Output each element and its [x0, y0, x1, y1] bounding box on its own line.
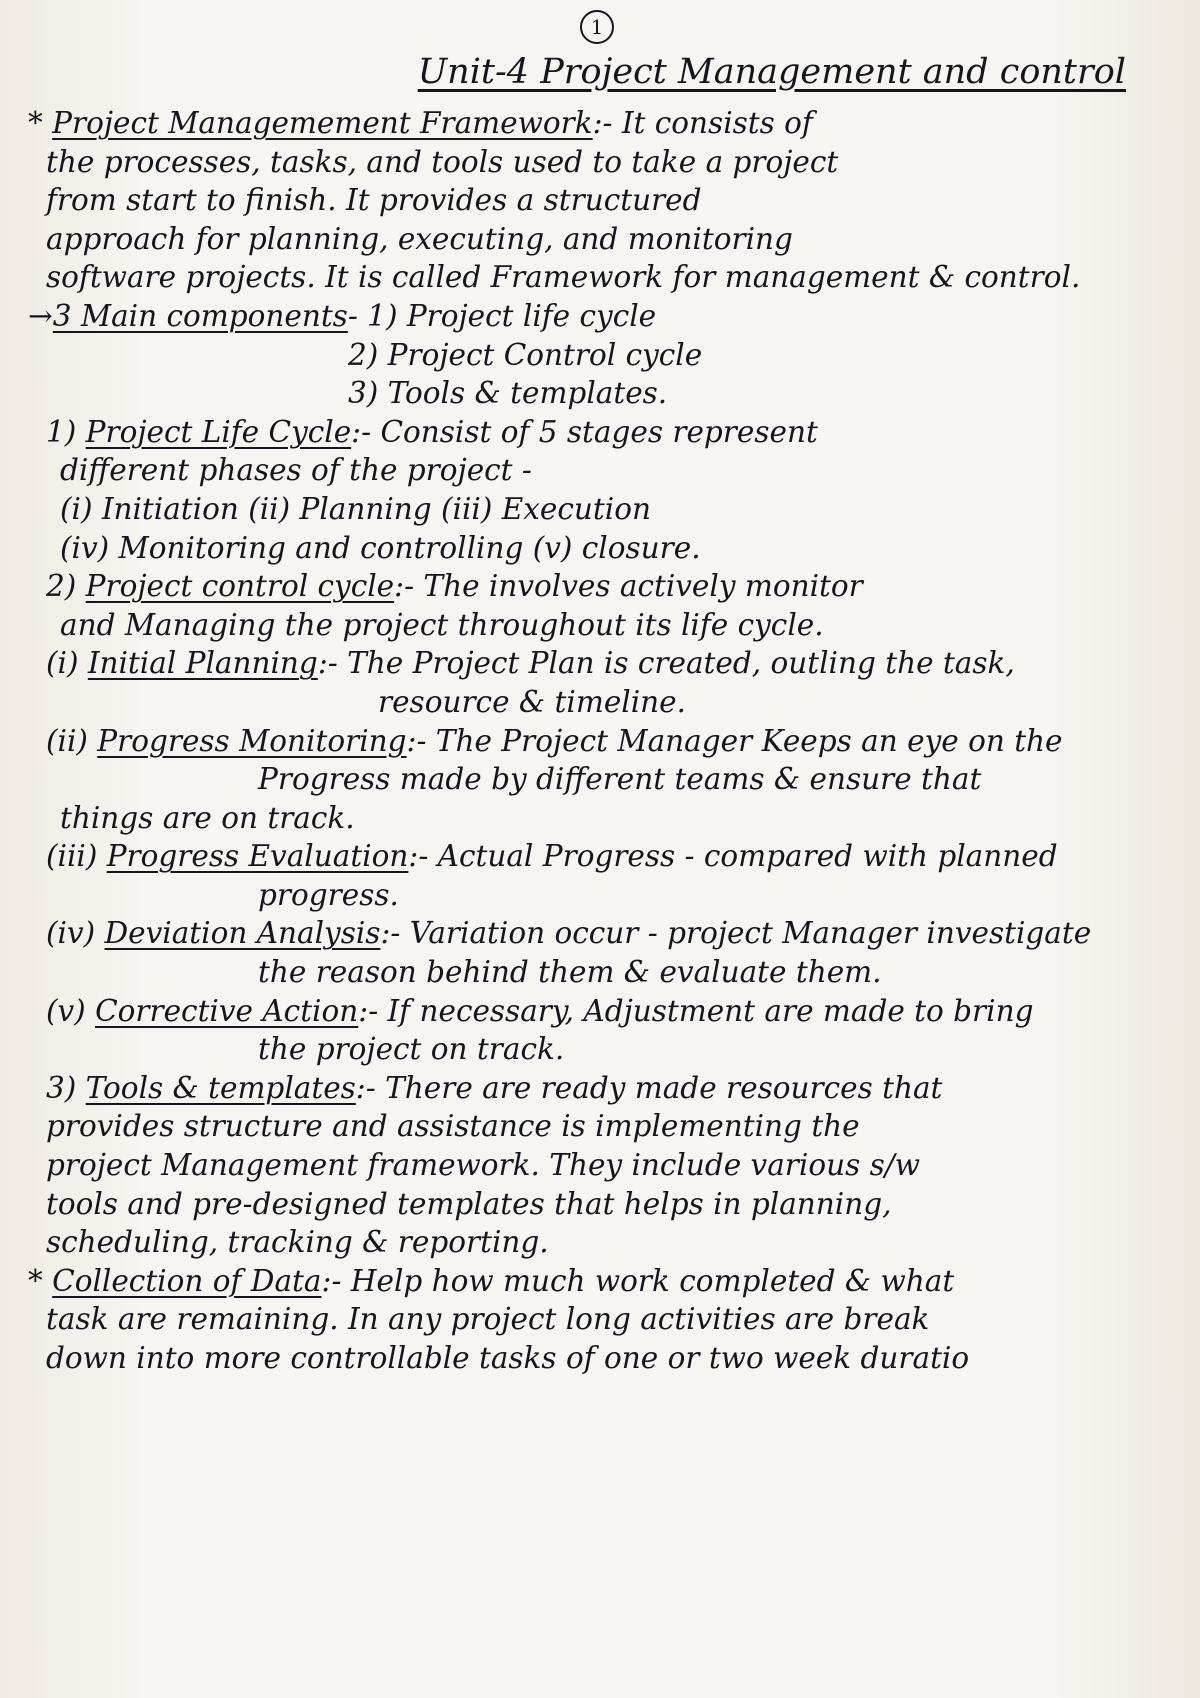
note-text: :- It consists of [592, 106, 813, 140]
note-text: :- Variation occur - project Manager investigate [380, 916, 1092, 951]
note-text: software projects. It is called Framework for management & control. [46, 260, 1081, 295]
note-line [28, 1185, 1166, 1224]
underlined-heading: Deviation Analysis [104, 916, 381, 951]
note-line [28, 1146, 1166, 1185]
note-text: Progress made by different teams & ensure that [258, 762, 982, 797]
page-title-text: Unit-4 Project Management and control [417, 52, 1126, 92]
note-line [28, 1262, 1166, 1301]
note-line [28, 606, 1166, 645]
note-text: task are remaining. In any project long activities are break [46, 1302, 930, 1337]
note-line [28, 799, 1166, 838]
note-line [28, 953, 1166, 992]
note-line [28, 1339, 1166, 1378]
note-line [28, 413, 1166, 452]
note-text: (i) Initiation (ii) Planning (iii) Execution [60, 491, 651, 526]
note-line [28, 297, 1166, 336]
note-text: (iv) Monitoring and controlling (v) closure. [60, 530, 701, 565]
note-text: 2) [46, 569, 86, 604]
note-line [28, 529, 1166, 568]
note-line [28, 104, 1166, 143]
underlined-heading: Project Managemement Framework [52, 106, 593, 140]
note-text: :- The Project Plan is created, outling the task, [317, 646, 1015, 681]
note-text: down into more controllable tasks of one or two week duratio [46, 1341, 970, 1375]
note-line [28, 336, 1166, 375]
note-line [28, 567, 1166, 606]
note-text: approach for planning, executing, and monitoring [46, 221, 793, 256]
underlined-heading: Progress Evaluation [106, 839, 409, 874]
note-text: the project on track. [258, 1032, 565, 1067]
note-text: the reason behind them & evaluate them. [258, 955, 882, 990]
note-line [28, 760, 1166, 799]
note-text: * [28, 106, 53, 140]
note-text: (iii) [46, 839, 107, 874]
page-number [28, 8, 1166, 44]
note-text: tools and pre-designed templates that helps in planning, [46, 1186, 892, 1221]
note-line [28, 1107, 1166, 1146]
note-line [28, 644, 1166, 683]
page-number-circle: 1 [580, 10, 614, 44]
note-text: :- The involves actively monitor [394, 569, 863, 604]
note-line [28, 683, 1166, 722]
underlined-heading: Collection of Data [52, 1263, 322, 1298]
note-line [28, 258, 1166, 297]
underlined-heading: Progress Monitoring [97, 723, 407, 758]
note-line [28, 837, 1166, 876]
notes-body [28, 104, 1166, 1378]
underlined-heading: Corrective Action [95, 993, 359, 1028]
note-text: provides structure and assistance is implementing the [46, 1109, 860, 1144]
underlined-heading: Project Life Cycle [85, 414, 352, 449]
note-text: things are on track. [60, 800, 355, 835]
note-line [28, 220, 1166, 259]
note-text: (iv) [46, 916, 105, 951]
note-text: resource & timeline. [378, 684, 686, 719]
note-line [28, 374, 1166, 413]
note-text: (i) [46, 646, 88, 681]
note-text: 2) Project Control cycle [348, 337, 703, 372]
note-text: from start to finish. It provides a structured [46, 183, 702, 218]
note-text: (v) [46, 993, 96, 1028]
note-line [28, 1030, 1166, 1069]
note-text: different phases of the project - [60, 453, 532, 488]
note-text: the processes, tasks, and tools used to take a project [46, 144, 839, 179]
note-text: :- If necessary, Adjustment are made to bring [358, 993, 1034, 1028]
note-line [28, 1069, 1166, 1108]
note-text: scheduling, tracking & reporting. [46, 1225, 549, 1260]
note-text: 3) Tools & templates. [348, 376, 668, 411]
note-text: progress. [258, 877, 399, 912]
page-title [28, 44, 1166, 104]
note-line [28, 451, 1166, 490]
note-text: - 1) Project life cycle [347, 298, 657, 333]
underlined-heading: Tools & templates [85, 1070, 356, 1105]
note-line [28, 876, 1166, 915]
underlined-heading: Project control cycle [85, 569, 395, 604]
note-text: project Management framework. They include various s/w [46, 1148, 920, 1183]
underlined-heading: Initial Planning [87, 646, 318, 681]
note-line [28, 1300, 1166, 1339]
note-text: :- There are ready made resources that [355, 1070, 943, 1105]
note-text: (ii) [46, 723, 98, 758]
note-line [28, 181, 1166, 220]
note-line [28, 914, 1166, 953]
note-text: :- Actual Progress - compared with planned [408, 839, 1058, 874]
note-text: :- Help how much work completed & what [321, 1263, 955, 1298]
note-line [28, 722, 1166, 761]
note-text: and Managing the project throughout its life cycle. [60, 607, 824, 642]
note-text: 3) [46, 1070, 86, 1105]
note-text: → [28, 298, 53, 333]
note-text: :- The Project Manager Keeps an eye on the [406, 723, 1063, 758]
note-text: * [28, 1263, 53, 1298]
note-line [28, 992, 1166, 1031]
note-line [28, 143, 1166, 182]
note-line [28, 490, 1166, 529]
note-line [28, 1223, 1166, 1262]
underlined-heading: 3 Main components [52, 298, 348, 333]
note-text: :- Consist of 5 stages represent [351, 414, 818, 449]
note-text: 1) [46, 414, 86, 449]
